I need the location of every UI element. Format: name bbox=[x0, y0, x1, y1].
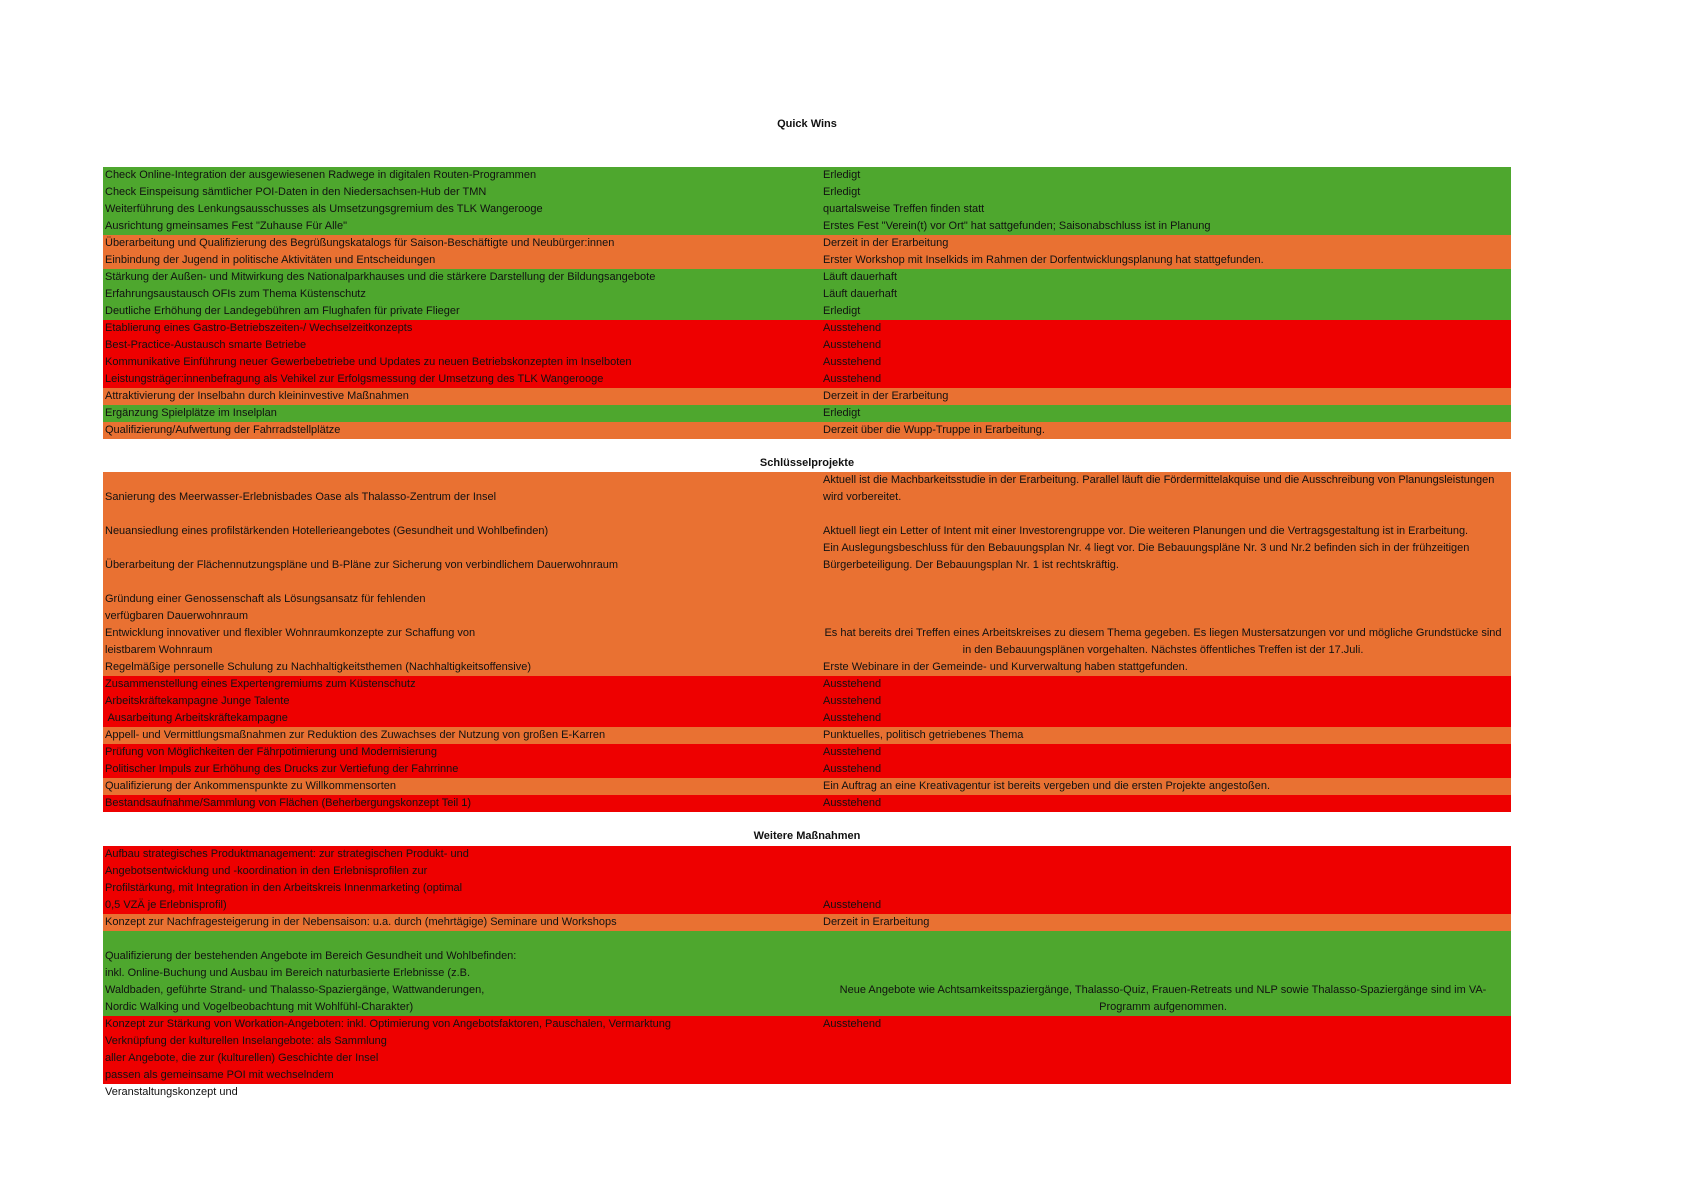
status-cell: Erstes Fest "Verein(t) vor Ort" hat sattgefunden; Saisonabschluss ist in Planung bbox=[823, 220, 1211, 232]
table-row bbox=[103, 184, 1511, 201]
status-cell: Erster Workshop mit Inselkids im Rahmen der Dorfentwicklungsplanung hat stattgefunden. bbox=[823, 254, 1264, 266]
table-row bbox=[103, 405, 1511, 422]
measure-cell: Konzept zur Stärkung von Workation-Angeboten: inkl. Optimierung von Angebotsfaktoren, Pauschalen, Vermarktung bbox=[105, 1018, 672, 1030]
status-cell: Derzeit in Erarbeitung bbox=[823, 916, 930, 928]
section-title-schluesselprojekte: Schlüsselprojekte bbox=[759, 457, 855, 469]
table-row bbox=[103, 693, 1511, 710]
measure-cell: Einbindung der Jugend in politische Aktivitäten und Entscheidungen bbox=[105, 254, 436, 266]
measure-cell: Qualifizierung der Ankommenspunkte zu Willkommensorten bbox=[105, 780, 397, 792]
section-title-quick-wins: Quick Wins bbox=[777, 118, 837, 130]
measure-cell: Kommunikative Einführung neuer Gewerbebetriebe und Updates zu neuen Betriebskonzepten im Inselboten bbox=[105, 356, 632, 368]
table-row bbox=[103, 659, 1511, 676]
status-cell: Ausstehend bbox=[823, 746, 882, 758]
table-row bbox=[103, 371, 1511, 388]
table-row bbox=[103, 201, 1511, 218]
table-row bbox=[103, 337, 1511, 354]
measure-cell: Ergänzung Spielplätze im Inselplan bbox=[105, 407, 277, 419]
status-cell: Ein Auslegungsbeschluss für den Bebauungsplan Nr. 4 liegt vor. Die Bebauungspläne Nr. 3 und Nr.2 befinden sich in der frühzeitigen Bürgerbeteiligung. Der Bebauungsplan Nr. 1 ist rechtskräftig. bbox=[823, 542, 1470, 571]
table-quick-wins bbox=[103, 167, 1511, 439]
table-row bbox=[103, 388, 1511, 405]
table-row bbox=[103, 286, 1511, 303]
measure-cell: Ausarbeitung Arbeitskräftekampagne bbox=[105, 712, 288, 724]
status-cell: Ausstehend bbox=[823, 797, 882, 809]
status-cell: Punktuelles, politisch getriebenes Thema bbox=[823, 729, 1024, 741]
table-row bbox=[103, 422, 1511, 439]
status-cell: Derzeit über die Wupp-Truppe in Erarbeitung. bbox=[823, 424, 1045, 436]
measure-cell: Appell- und Vermittlungsmaßnahmen zur Reduktion des Zuwachses der Nutzung von großen E-Karren bbox=[105, 729, 606, 741]
table-row bbox=[103, 472, 1511, 506]
table-row bbox=[103, 931, 1511, 1016]
status-cell: Erledigt bbox=[823, 186, 861, 198]
status-cell: Ausstehend bbox=[823, 339, 882, 351]
measure-cell: Etablierung eines Gastro-Betriebszeiten-/ Wechselzeitkonzepts bbox=[105, 322, 413, 334]
table-row bbox=[103, 744, 1511, 761]
table-schluesselprojekte bbox=[103, 472, 1511, 812]
measure-cell: Regelmäßige personelle Schulung zu Nachhaltigkeitsthemen (Nachhaltigkeitsoffensive) bbox=[105, 661, 531, 673]
measure-cell: Erfahrungsaustausch OFIs zum Thema Küstenschutz bbox=[105, 288, 366, 300]
table-row bbox=[103, 320, 1511, 337]
table-row bbox=[103, 235, 1511, 252]
table-row bbox=[103, 540, 1511, 574]
status-cell: Derzeit in der Erarbeitung bbox=[823, 390, 949, 402]
measure-cell: Attraktivierung der Inselbahn durch kleininvestive Maßnahmen bbox=[105, 390, 409, 402]
table-row bbox=[103, 1033, 1511, 1098]
measure-cell: Verknüpfung der kulturellen Inselangebote: als Sammlung aller Angebote, die zur (kulturellen) Geschichte der Insel passen als gemeinsame POI mit wechselndem Veranstaltungskonzept und bbox=[105, 1035, 387, 1098]
status-cell: Läuft dauerhaft bbox=[823, 288, 898, 300]
measure-cell: Check Online-Integration der ausgewiesenen Radwege in digitalen Routen-Programmen bbox=[105, 169, 537, 181]
status-cell bbox=[819, 1033, 1511, 1084]
table-row bbox=[103, 1016, 1511, 1033]
measure-cell: Qualifizierung/Aufwertung der Fahrradstellplätze bbox=[105, 424, 341, 436]
status-cell: Läuft dauerhaft bbox=[823, 271, 898, 283]
table-row bbox=[103, 252, 1511, 269]
measure-cell: Leistungsträger:innenbefragung als Vehikel zur Erfolgsmessung der Umsetzung des TLK Wangerooge bbox=[105, 373, 604, 385]
measure-cell: Check Einspeisung sämtlicher POI-Daten in den Niedersachsen-Hub der TMN bbox=[105, 186, 487, 198]
status-cell: quartalsweise Treffen finden statt bbox=[823, 203, 985, 215]
measure-cell: Bestandsaufnahme/Sammlung von Flächen (Beherbergungskonzept Teil 1) bbox=[105, 797, 472, 809]
status-cell: Erledigt bbox=[823, 305, 861, 317]
status-cell: Ein Auftrag an eine Kreativagentur ist bereits vergeben und die ersten Projekte angestoßen. bbox=[823, 780, 1271, 792]
status-cell: Erste Webinare in der Gemeinde- und Kurverwaltung haben stattgefunden. bbox=[823, 661, 1188, 673]
table-row bbox=[103, 218, 1511, 235]
table-row bbox=[103, 914, 1511, 931]
measure-cell: Weiterführung des Lenkungsausschusses als Umsetzungsgremium des TLK Wangerooge bbox=[105, 203, 543, 215]
measure-cell: Überarbeitung der Flächennutzungspläne und B-Pläne zur Sicherung von verbindlichem Dauerwohnraum bbox=[105, 559, 619, 571]
status-cell: Aktuell ist die Machbarkeitsstudie in der Erarbeitung. Parallel läuft die Fördermittelakquise und die Ausschreibung von Planungsleistungen wird vorbereitet. bbox=[823, 474, 1495, 503]
measure-cell: Entwicklung innovativer und flexibler Wohnraumkonzepte zur Schaffung von leistbarem Wohnraum bbox=[105, 627, 476, 656]
table-row bbox=[103, 574, 1511, 625]
table-row bbox=[103, 303, 1511, 320]
table-row bbox=[103, 676, 1511, 693]
measure-cell: Neuansiedlung eines profilstärkenden Hotellerieangebotes (Gesundheit und Wohlbefinden) bbox=[105, 525, 549, 537]
measure-cell: Aufbau strategisches Produktmanagement: zur strategischen Produkt- und Angebotsentwicklung und -koordination in den Erlebnisprofilen zur Profilstärkung, mit Integration in den Arbeitskreis Innenmarketing (optimal 0,5 VZÄ je Erlebnisprofil) bbox=[105, 848, 469, 911]
measure-cell: Best-Practice-Austausch smarte Betriebe bbox=[105, 339, 307, 351]
table-row bbox=[103, 625, 1511, 659]
status-cell: Ausstehend bbox=[823, 322, 882, 334]
table-row bbox=[103, 727, 1511, 744]
measure-cell: Arbeitskräftekampagne Junge Talente bbox=[105, 695, 290, 707]
status-cell: Ausstehend bbox=[823, 763, 882, 775]
status-cell: Ausstehend bbox=[823, 899, 882, 911]
table-row bbox=[103, 795, 1511, 812]
status-cell: Erledigt bbox=[823, 407, 861, 419]
status-cell: Aktuell liegt ein Letter of Intent mit einer Investorengruppe vor. Die weiteren Planungen und die Vertragsgestaltung ist in Erarbeitung. bbox=[823, 525, 1469, 537]
status-cell: Ausstehend bbox=[823, 1018, 882, 1030]
table-row bbox=[103, 167, 1511, 184]
measure-cell: Gründung einer Genossenschaft als Lösungsansatz für fehlenden verfügbaren Dauerwohnraum bbox=[105, 593, 426, 622]
table-row bbox=[103, 506, 1511, 540]
measure-cell: Qualifizierung der bestehenden Angebote im Bereich Gesundheit und Wohlbefinden: inkl. Online-Buchung und Ausbau im Bereich naturbasierte Erlebnisse (z.B. Waldbaden, geführte Strand- und Thalasso-Spaziergänge, Wattwanderungen, Nordic Walking und Vogelbeobachtung mit Wohlfühl-Charakter) bbox=[105, 950, 517, 1013]
status-cell: Ausstehend bbox=[823, 678, 882, 690]
measure-cell: Konzept zur Nachfragesteigerung in der Nebensaison: u.a. durch (mehrtägige) Seminare und Workshops bbox=[105, 916, 617, 928]
measure-cell: Prüfung von Möglichkeiten der Fährpotimierung und Modernisierung bbox=[105, 746, 438, 758]
measure-cell: Zusammenstellung eines Expertengremiums zum Küstenschutz bbox=[105, 678, 416, 690]
table-row bbox=[103, 710, 1511, 727]
table-row bbox=[103, 846, 1511, 914]
measure-cell: Stärkung der Außen- und Mitwirkung des Nationalparkhauses und die stärkere Darstellung der Bildungsangebote bbox=[105, 271, 656, 283]
measure-cell: Sanierung des Meerwasser-Erlebnisbades Oase als Thalasso-Zentrum der Insel bbox=[105, 491, 497, 503]
status-cell: Ausstehend bbox=[823, 356, 882, 368]
measure-cell: Ausrichtung gmeinsames Fest "Zuhause Für Alle" bbox=[105, 220, 347, 232]
table-row bbox=[103, 269, 1511, 286]
measure-cell: Überarbeitung und Qualifizierung des Begrüßungskatalogs für Saison-Beschäftigte und Neubürger:innen bbox=[105, 237, 615, 249]
status-cell: Neue Angebote wie Achtsamkeitsspaziergänge, Thalasso-Quiz, Frauen-Retreats und NLP sowie Thalasso-Spaziergänge sind im VA-Programm aufgenommen. bbox=[839, 984, 1487, 1013]
measure-cell: Politischer Impuls zur Erhöhung des Drucks zur Vertiefung der Fahrrinne bbox=[105, 763, 459, 775]
status-cell: Es hat bereits drei Treffen eines Arbeitskreises zu diesem Thema gegeben. Es liegen Mustersatzungen vor und mögliche Grundstücke sind in den Bebauungsplänen vorgehalten. Nächstes öffentliches Treffen ist der 17.Juli. bbox=[824, 627, 1502, 656]
status-cell bbox=[819, 574, 1511, 625]
status-cell: Ausstehend bbox=[823, 712, 882, 724]
status-cell: Erledigt bbox=[823, 169, 861, 181]
section-title-weitere-massnahmen: Weitere Maßnahmen bbox=[753, 830, 861, 842]
table-row bbox=[103, 761, 1511, 778]
status-cell: Ausstehend bbox=[823, 695, 882, 707]
status-cell: Derzeit in der Erarbeitung bbox=[823, 237, 949, 249]
status-cell: Ausstehend bbox=[823, 373, 882, 385]
table-row bbox=[103, 354, 1511, 371]
measure-cell: Deutliche Erhöhung der Landegebühren am Flughafen für private Flieger bbox=[105, 305, 460, 317]
table-row bbox=[103, 778, 1511, 795]
table-weitere-massnahmen bbox=[103, 846, 1511, 1098]
